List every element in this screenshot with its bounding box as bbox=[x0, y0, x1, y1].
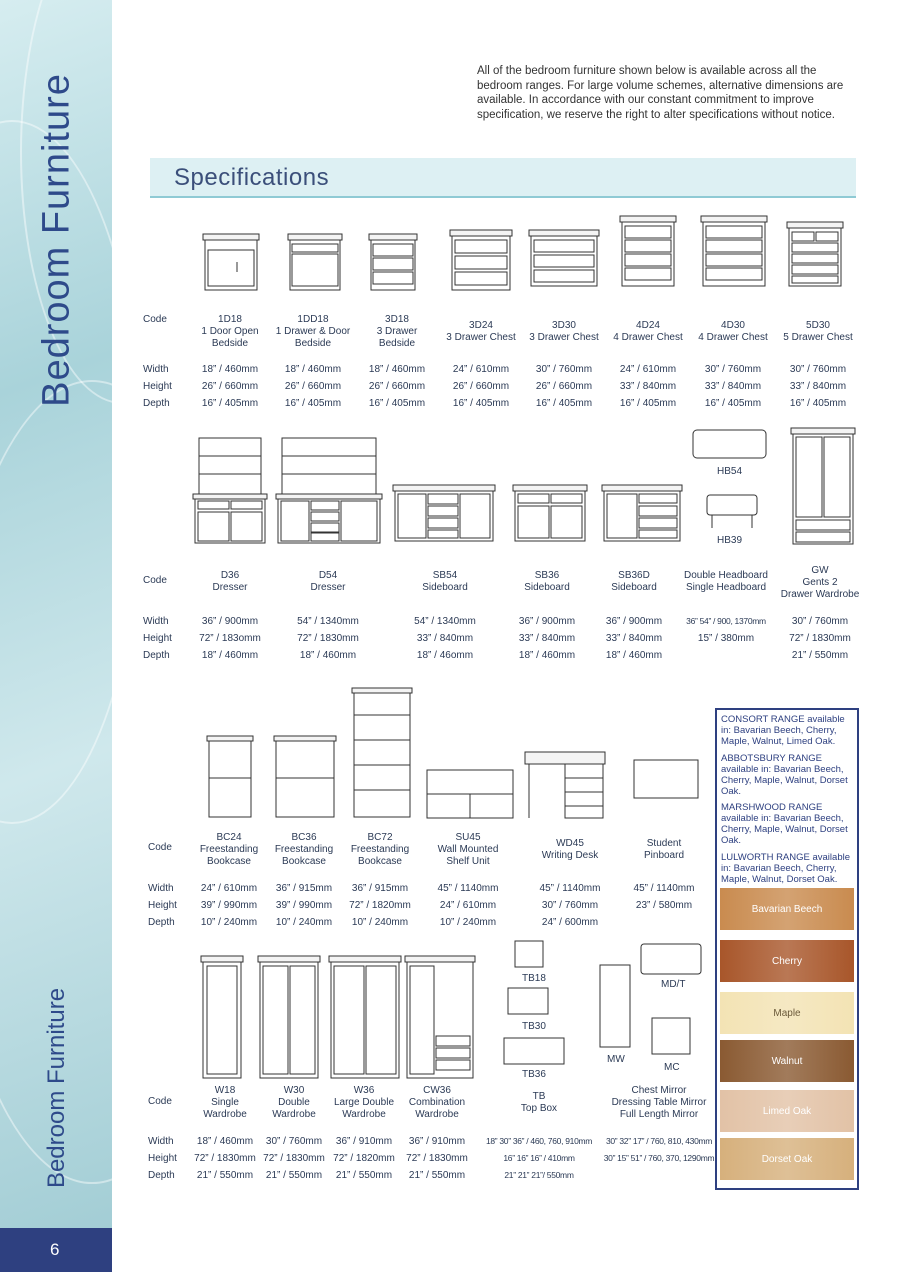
spec-depth: 18” / 460mm bbox=[299, 650, 357, 661]
page-number-box bbox=[0, 1228, 112, 1272]
row-label-width: Width bbox=[148, 1136, 174, 1147]
spec-height: 15” / 380mm bbox=[697, 633, 755, 644]
wd45-drawing bbox=[525, 752, 605, 818]
row-label-width: Width bbox=[148, 883, 174, 894]
spec-width: 54” / 1340mm bbox=[414, 616, 476, 627]
w30-drawing bbox=[258, 956, 320, 1078]
mc-label: MC bbox=[664, 1062, 680, 1073]
spec-depth: 16” / 405mm bbox=[535, 398, 593, 409]
spec-height: 72” / 1830mm bbox=[406, 1153, 468, 1164]
spec-width: 18” / 460mm bbox=[201, 364, 259, 375]
spec-depth: 18” / 46omm bbox=[416, 650, 474, 661]
spec-height: 30” 15” 51” / 760, 370, 1290mm bbox=[603, 1153, 715, 1163]
spec-depth: 10” / 240mm bbox=[275, 917, 333, 928]
spec-height: 72” / 1830mm bbox=[789, 633, 851, 644]
range-availability-box bbox=[715, 708, 859, 1190]
product-code: SB36D Sideboard bbox=[611, 570, 657, 593]
spec-width: 24” / 610mm bbox=[200, 883, 258, 894]
pinboard-drawing bbox=[634, 760, 698, 798]
row-label-code: Code bbox=[143, 575, 167, 586]
spec-depth: 16” / 405mm bbox=[789, 398, 847, 409]
gw-drawing bbox=[791, 428, 855, 544]
spec-width: 24” / 610mm bbox=[619, 364, 677, 375]
product-code: BC36 Freestanding Bookcase bbox=[274, 832, 334, 867]
spec-height: 16” 16” 16” / 410mm bbox=[503, 1153, 575, 1163]
spec-depth: 21” / 550mm bbox=[335, 1170, 393, 1181]
spec-width: 30” / 760mm bbox=[704, 364, 762, 375]
hb39-label: HB39 bbox=[717, 535, 743, 546]
spec-width: 36” / 915mm bbox=[351, 883, 409, 894]
topbox-drawings bbox=[504, 941, 564, 1064]
product-code: BC72 Freestanding Bookcase bbox=[350, 832, 410, 867]
spec-height: 26” / 660mm bbox=[284, 381, 342, 392]
spec-width: 18” 30” 36” / 460, 760, 910mm bbox=[485, 1136, 593, 1146]
bc36-drawing bbox=[274, 736, 336, 817]
spec-width: 30” / 760mm bbox=[789, 364, 847, 375]
3d18-drawing bbox=[369, 234, 417, 290]
product-code: SB54 Sideboard bbox=[422, 570, 468, 593]
product-code: 4D30 4 Drawer Chest bbox=[698, 320, 768, 343]
mirror-drawings bbox=[600, 944, 701, 1054]
swatch-cherry: Cherry bbox=[720, 940, 854, 982]
spec-height: 33” / 840mm bbox=[619, 381, 677, 392]
spec-height: 33” / 840mm bbox=[605, 633, 663, 644]
spec-width: 18” / 460mm bbox=[196, 1136, 254, 1147]
spec-width: 36” / 915mm bbox=[275, 883, 333, 894]
5d30-drawing bbox=[787, 222, 843, 286]
spec-width: 30” / 760mm bbox=[791, 616, 849, 627]
row-label-code: Code bbox=[148, 1096, 172, 1107]
row-label-depth: Depth bbox=[148, 1170, 175, 1181]
spec-height: 72” / 1830mm bbox=[263, 1153, 325, 1164]
spec-width: 36” 54” / 900, 1370mm bbox=[686, 616, 766, 626]
row-label-code: Code bbox=[143, 314, 167, 325]
product-code: 3D30 3 Drawer Chest bbox=[529, 320, 599, 343]
page-number: 6 bbox=[50, 1240, 60, 1259]
spec-depth: 21” / 550mm bbox=[791, 650, 849, 661]
swatch-limed-oak: Limed Oak bbox=[720, 1090, 854, 1132]
product-code: 1DD18 1 Drawer & Door Bedside bbox=[275, 314, 351, 349]
spec-width: 36” / 900mm bbox=[605, 616, 663, 627]
range-consort: CONSORT RANGE available in: Bavarian Beech, Cherry, Maple, Walnut, Limed Oak. bbox=[721, 714, 845, 747]
sb54-drawing bbox=[393, 485, 495, 541]
row-label-height: Height bbox=[148, 900, 177, 911]
spec-depth: 10” / 240mm bbox=[439, 917, 497, 928]
product-code: WD45 Writing Desk bbox=[541, 838, 599, 861]
spec-depth: 16” / 405mm bbox=[368, 398, 426, 409]
spec-depth: 10” / 240mm bbox=[200, 917, 258, 928]
bc24-drawing bbox=[207, 736, 253, 817]
sidebar bbox=[0, 0, 112, 1272]
spec-height: 72” / 1820mm bbox=[349, 900, 411, 911]
d54-drawing bbox=[276, 438, 382, 543]
spec-depth: 18” / 460mm bbox=[201, 650, 259, 661]
hb54-label: HB54 bbox=[717, 466, 743, 477]
spec-height: 72” / 183omm bbox=[199, 633, 261, 644]
row-label-height: Height bbox=[143, 381, 172, 392]
spec-width: 18” / 460mm bbox=[368, 364, 426, 375]
1dd18-drawing bbox=[288, 234, 342, 290]
spec-width: 30” 32” 17” / 760, 810, 430mm bbox=[605, 1136, 713, 1146]
product-code: W36 Large Double Wardrobe bbox=[333, 1085, 395, 1120]
product-code: Chest Mirror Dressing Table Mirror Full Length Mirror bbox=[611, 1085, 707, 1120]
mw-label: MW bbox=[607, 1054, 625, 1065]
swatch-bavarian-beech: Bavarian Beech bbox=[720, 888, 854, 930]
spec-height: 26” / 660mm bbox=[201, 381, 259, 392]
row-label-depth: Depth bbox=[143, 398, 170, 409]
tb18-label: TB18 bbox=[522, 973, 546, 984]
sb36d-drawing bbox=[602, 485, 682, 541]
spec-depth: 18” / 460mm bbox=[518, 650, 576, 661]
row-label-depth: Depth bbox=[148, 917, 175, 928]
spec-depth: 16” / 405mm bbox=[704, 398, 762, 409]
product-code: Double Headboard Single Headboard bbox=[684, 570, 768, 593]
row-label-height: Height bbox=[148, 1153, 177, 1164]
spec-height: 23” / 580mm bbox=[635, 900, 693, 911]
range-marshwood: MARSHWOOD RANGE available in: Bavarian Beech, Cherry, Maple, Walnut, Dorset Oak. bbox=[721, 802, 848, 846]
product-code: SU45 Wall Mounted Shelf Unit bbox=[437, 832, 499, 867]
product-code: 5D30 5 Drawer Chest bbox=[783, 320, 853, 343]
headboard-drawings bbox=[693, 430, 766, 528]
row-label-depth: Depth bbox=[143, 650, 170, 661]
spec-width: 45” / 1140mm bbox=[633, 883, 695, 894]
4d30-drawing bbox=[701, 216, 767, 286]
spec-depth: 16” / 405mm bbox=[619, 398, 677, 409]
tb30-label: TB30 bbox=[522, 1021, 546, 1032]
product-code: Student Pinboard bbox=[643, 838, 685, 861]
spec-depth: 21” / 550mm bbox=[265, 1170, 323, 1181]
spec-height: 26” / 660mm bbox=[368, 381, 426, 392]
tb36-label: TB36 bbox=[522, 1069, 546, 1080]
3d30-drawing bbox=[529, 230, 599, 286]
spec-height: 30” / 760mm bbox=[541, 900, 599, 911]
spec-depth: 18” / 460mm bbox=[605, 650, 663, 661]
product-code: 4D24 4 Drawer Chest bbox=[613, 320, 683, 343]
spec-width: 36” / 910mm bbox=[335, 1136, 393, 1147]
3d24-drawing bbox=[450, 230, 512, 290]
row-label-width: Width bbox=[143, 364, 169, 375]
spec-height: 39” / 990mm bbox=[275, 900, 333, 911]
4d24-drawing bbox=[620, 216, 676, 286]
spec-depth: 21” / 550mm bbox=[196, 1170, 254, 1181]
product-code: D54 Dresser bbox=[310, 570, 346, 593]
spec-height: 33” / 840mm bbox=[704, 381, 762, 392]
product-code: 1D18 1 Door Open Bedside bbox=[201, 314, 259, 349]
spec-width: 45” / 1140mm bbox=[539, 883, 601, 894]
spec-depth: 10” / 240mm bbox=[351, 917, 409, 928]
product-code: W18 Single Wardrobe bbox=[203, 1085, 247, 1120]
spec-height: 39” / 990mm bbox=[200, 900, 258, 911]
product-code: BC24 Freestanding Bookcase bbox=[199, 832, 259, 867]
spec-width: 18” / 460mm bbox=[284, 364, 342, 375]
cw36-drawing bbox=[405, 956, 475, 1078]
section-header bbox=[150, 158, 856, 198]
row-label-height: Height bbox=[143, 633, 172, 644]
range-abbotsbury: ABBOTSBURY RANGE available in: Bavarian Beech, Cherry, Maple, Walnut, Dorset Oak. bbox=[721, 753, 848, 797]
spec-width: 36” / 900mm bbox=[518, 616, 576, 627]
spec-width: 36” / 900mm bbox=[201, 616, 259, 627]
product-code: CW36 Combination Wardrobe bbox=[408, 1085, 466, 1120]
spec-width: 30” / 760mm bbox=[265, 1136, 323, 1147]
spec-depth: 16” / 405mm bbox=[452, 398, 510, 409]
spec-height: 33” / 840mm bbox=[416, 633, 474, 644]
swatch-dorset-oak: Dorset Oak bbox=[720, 1138, 854, 1180]
product-code: D36 Dresser bbox=[212, 570, 248, 593]
swatch-maple: Maple bbox=[720, 992, 854, 1034]
spec-width: 54” / 1340mm bbox=[297, 616, 359, 627]
product-code: W30 Double Wardrobe bbox=[272, 1085, 316, 1120]
intro-text: All of the bedroom furniture shown below is available across all the bedroom ranges. For large volume schemes, alternative dimensions are available. In accordance with our constant commitment to improve specification, we reserve the right to alter specifications without notice. bbox=[477, 65, 844, 121]
spec-depth: 16” / 405mm bbox=[201, 398, 259, 409]
spec-height: 33” / 840mm bbox=[789, 381, 847, 392]
bc72-drawing bbox=[352, 688, 412, 817]
spec-depth: 16” / 405mm bbox=[284, 398, 342, 409]
w36-drawing bbox=[329, 956, 401, 1078]
sidebar-title: Bedroom Furniture bbox=[35, 73, 78, 407]
product-code: 3D18 3 Drawer Bedside bbox=[376, 314, 418, 349]
sb36-drawing bbox=[513, 485, 587, 541]
mdt-label: MD/T bbox=[661, 979, 686, 990]
swatch-walnut: Walnut bbox=[720, 1040, 854, 1082]
spec-height: 26” / 660mm bbox=[452, 381, 510, 392]
section-title: Specifications bbox=[174, 164, 330, 191]
spec-height: 72” / 1830mm bbox=[297, 633, 359, 644]
spec-height: 72” / 1830mm bbox=[194, 1153, 256, 1164]
spec-height: 24” / 610mm bbox=[439, 900, 497, 911]
spec-width: 45” / 1140mm bbox=[437, 883, 499, 894]
product-code: SB36 Sideboard bbox=[524, 570, 570, 593]
spec-height: 72” / 1820mm bbox=[333, 1153, 395, 1164]
w18-drawing bbox=[201, 956, 243, 1078]
spec-width: 30” / 760mm bbox=[535, 364, 593, 375]
product-code: TB Top Box bbox=[520, 1091, 558, 1114]
spec-depth: 21” 21” 21”/ 550mm bbox=[504, 1170, 574, 1180]
d36-drawing bbox=[193, 438, 267, 543]
spec-height: 33” / 840mm bbox=[518, 633, 576, 644]
su45-drawing bbox=[427, 770, 513, 818]
spec-depth: 21” / 550mm bbox=[408, 1170, 466, 1181]
product-code: GW Gents 2 Drawer Wardrobe bbox=[780, 565, 860, 600]
spec-height: 26” / 660mm bbox=[535, 381, 593, 392]
row-label-width: Width bbox=[143, 616, 169, 627]
spec-width: 24” / 610mm bbox=[452, 364, 510, 375]
sidebar-title-bottom: Bedroom Furniture bbox=[43, 987, 70, 1189]
range-lulworth: LULWORTH RANGE available in: Bavarian Beech, Cherry, Maple, Walnut, Dorset Oak. bbox=[721, 852, 850, 885]
spec-depth: 24” / 600mm bbox=[541, 917, 599, 928]
row-label-code: Code bbox=[148, 842, 172, 853]
1d18-drawing bbox=[203, 234, 259, 290]
product-code: 3D24 3 Drawer Chest bbox=[446, 320, 516, 343]
spec-width: 36” / 910mm bbox=[408, 1136, 466, 1147]
